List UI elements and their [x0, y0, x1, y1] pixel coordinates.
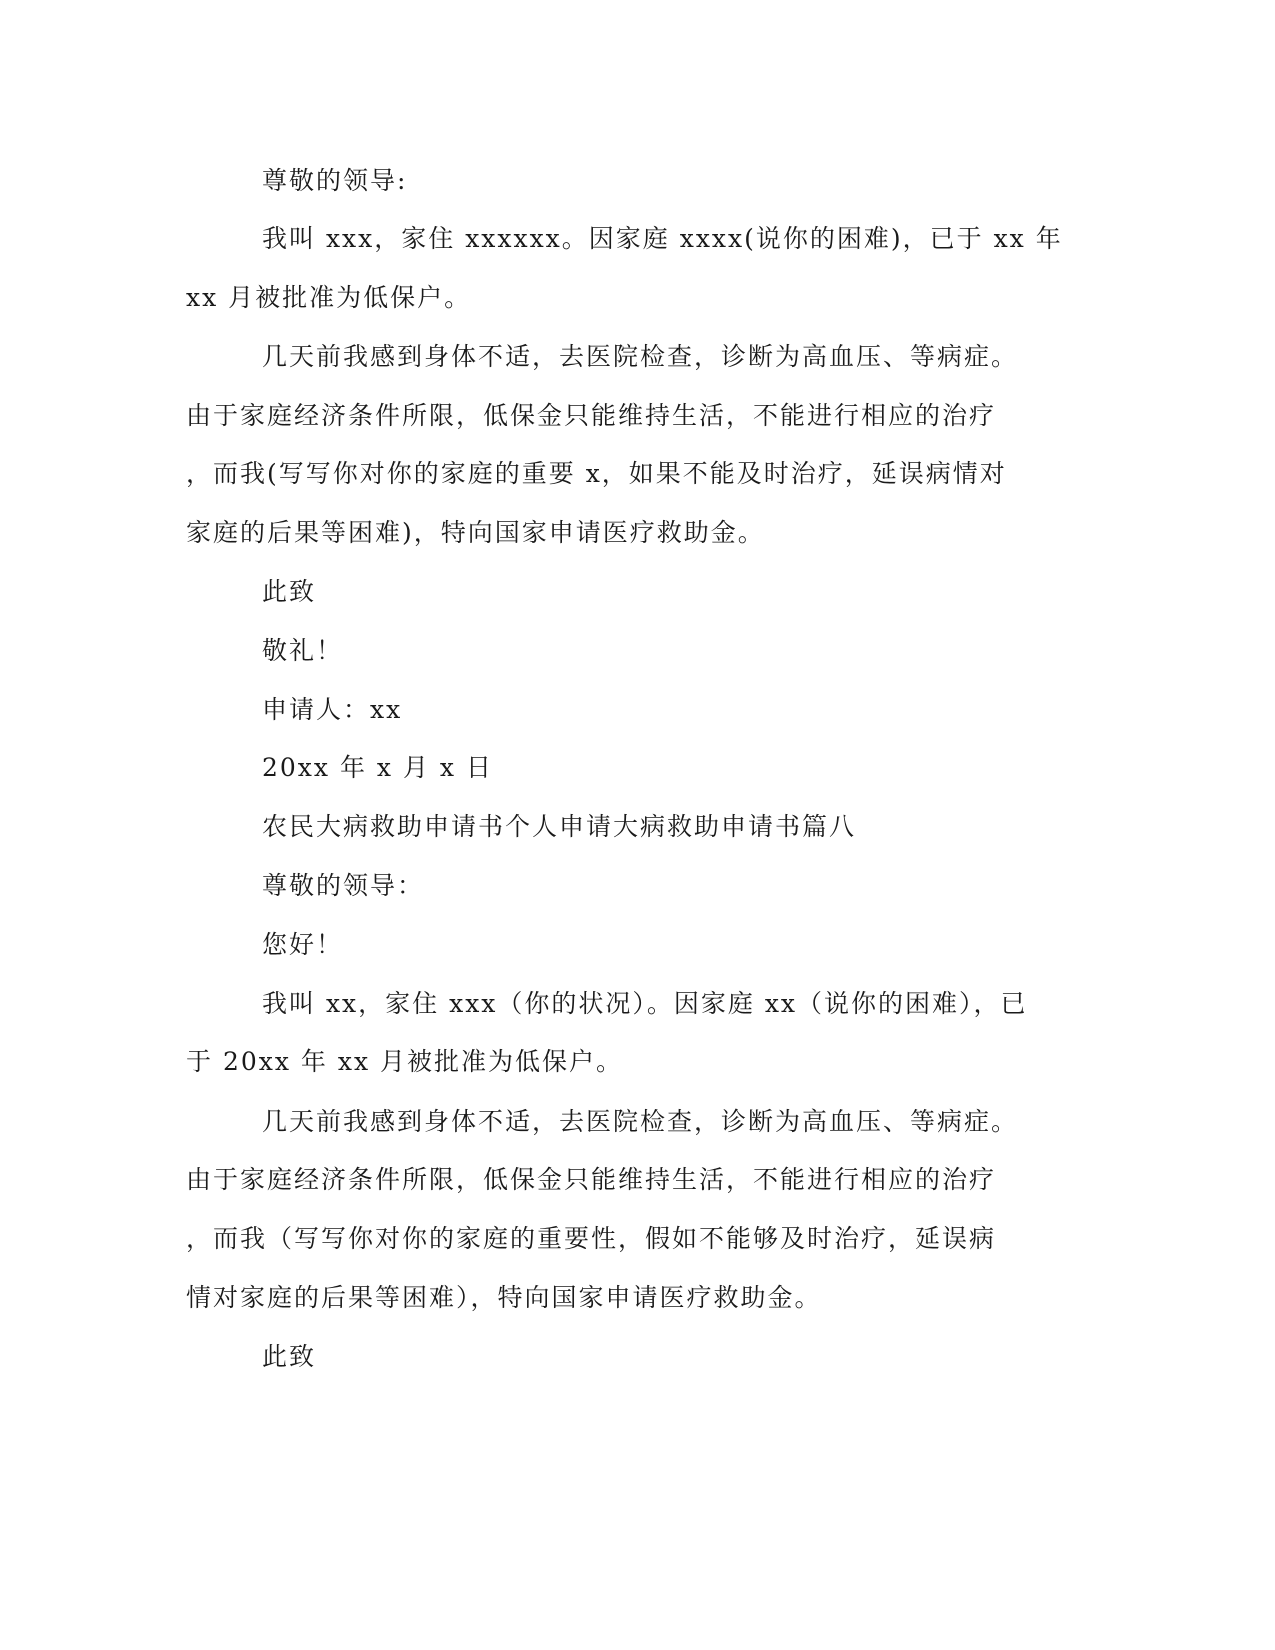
closing-line: 此致: [262, 577, 317, 606]
body-line: 几天前我感到身体不适，去医院检查，诊断为高血压、等病症。: [262, 342, 1019, 371]
body-line: 于 20xx 年 xx 月被批准为低保户。: [186, 1047, 623, 1076]
body-line: 情对家庭的后果等困难），特向国家申请医疗救助金。: [186, 1283, 822, 1312]
applicant-line: 申请人：xx: [262, 695, 403, 724]
body-line: 我叫 xx，家住 xxx（你的状况）。因家庭 xx（说你的困难），已: [262, 989, 1028, 1018]
body-line: 几天前我感到身体不适，去医院检查，诊断为高血压、等病症。: [262, 1107, 1019, 1136]
body-line: xx 月被批准为低保户。: [186, 283, 472, 312]
body-line: 家庭的后果等困难)，特向国家申请医疗救助金。: [186, 518, 765, 547]
date-line: 20xx 年 x 月 x 日: [262, 753, 493, 782]
salutation-2: 尊敬的领导：: [262, 871, 425, 900]
closing-regards: 敬礼！: [262, 636, 344, 665]
section-title: 农民大病救助申请书个人申请大病救助申请书篇八: [262, 812, 857, 841]
body-line: 由于家庭经济条件所限，低保金只能维持生活，不能进行相应的治疗: [186, 401, 997, 430]
closing-line: 此致: [262, 1342, 317, 1371]
greeting-line: 您好！: [262, 930, 344, 959]
body-line: 我叫 xxx，家住 xxxxxx。因家庭 xxxx(说你的困难)，已于 xx 年: [262, 224, 1063, 253]
salutation-1: 尊敬的领导:: [262, 166, 408, 195]
body-line: 由于家庭经济条件所限，低保金只能维持生活，不能进行相应的治疗: [186, 1165, 997, 1194]
body-line: ，而我(写写你对你的家庭的重要 x，如果不能及时治疗，延误病情对: [186, 459, 1007, 488]
body-line: ，而我（写写你对你的家庭的重要性，假如不能够及时治疗，延误病: [186, 1224, 997, 1253]
